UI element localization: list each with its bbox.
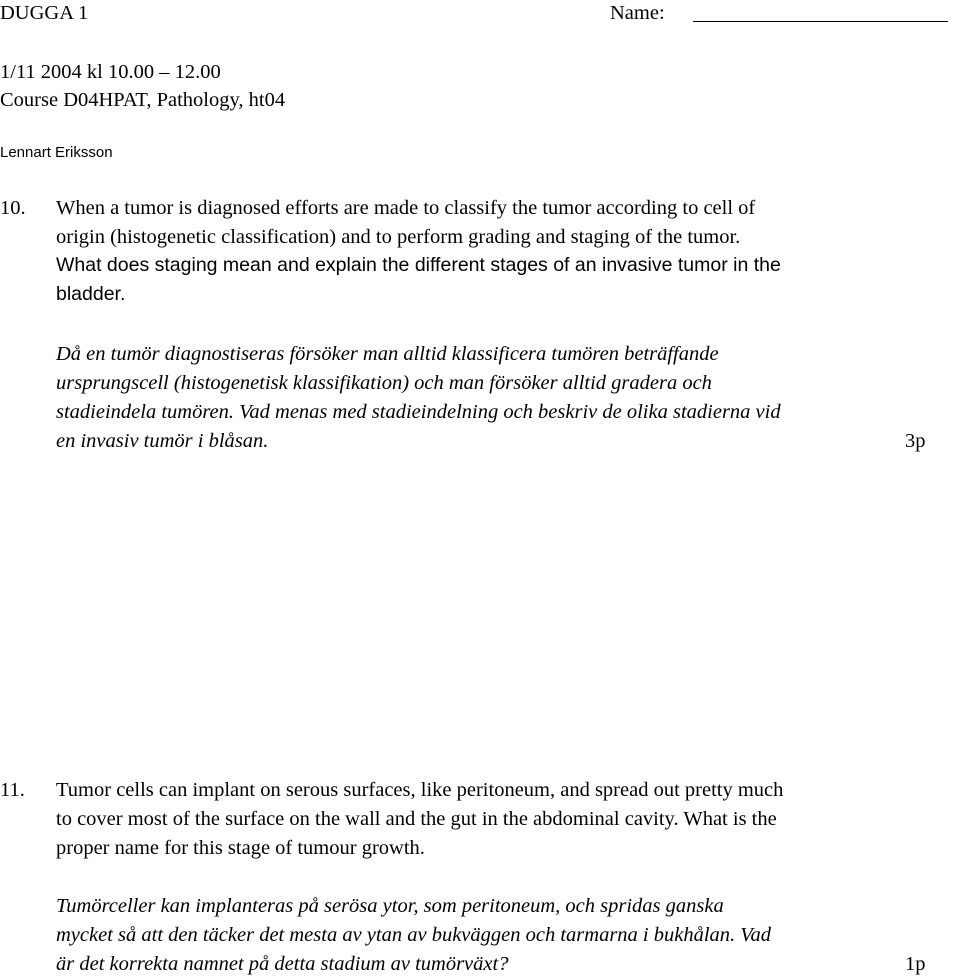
question-swedish-line: är det korrekta namnet på detta stadium av tumörväxt?	[56, 953, 509, 975]
course-line: Course D04HPAT, Pathology, ht04	[0, 89, 286, 111]
question-swedish-line: Tumörceller kan implanteras på serösa ytor, som peritoneum, och spridas ganska	[56, 895, 724, 917]
name-blank-line	[693, 21, 948, 22]
question-english-line: proper name for this stage of tumour growth.	[56, 837, 425, 859]
question-english-line: to cover most of the surface on the wall and the gut in the abdominal cavity. What is the	[56, 808, 777, 830]
question-english-line: Tumor cells can implant on serous surfaces, like peritoneum, and spread out pretty much	[56, 779, 784, 801]
author-name: Lennart Eriksson	[0, 144, 113, 161]
question-swedish-line: Då en tumör diagnostiseras försöker man alltid klassificera tumören beträffande	[56, 343, 719, 365]
exam-date: 1/11 2004 kl 10.00 – 12.00	[0, 61, 221, 83]
question-points: 3p	[905, 430, 926, 452]
name-label: Name:	[610, 2, 665, 24]
question-points: 1p	[905, 953, 926, 975]
question-number: 11.	[0, 779, 25, 801]
document-title: DUGGA 1	[0, 2, 89, 24]
question-swedish-line: stadieindela tumören. Vad menas med stadieindelning och beskriv de olika stadierna vid	[56, 401, 781, 423]
question-swedish-line: mycket så att den täcker det mesta av ytan av bukväggen och tarmarna i bukhålan. Vad	[56, 924, 772, 946]
question-swedish-line: ursprungscell (histogenetisk klassifikation) och man försöker alltid gradera och	[56, 372, 712, 394]
question-number: 10.	[0, 197, 26, 219]
question-english-line: When a tumor is diagnosed efforts are made to classify the tumor according to cell of	[56, 197, 756, 219]
question-swedish-line: en invasiv tumör i blåsan.	[56, 430, 269, 452]
question-english-line: What does staging mean and explain the different stages of an invasive tumor in the	[56, 254, 781, 276]
question-english-line: origin (histogenetic classification) and to perform grading and staging of the tumor.	[56, 226, 741, 248]
question-english-line: bladder.	[56, 283, 126, 305]
